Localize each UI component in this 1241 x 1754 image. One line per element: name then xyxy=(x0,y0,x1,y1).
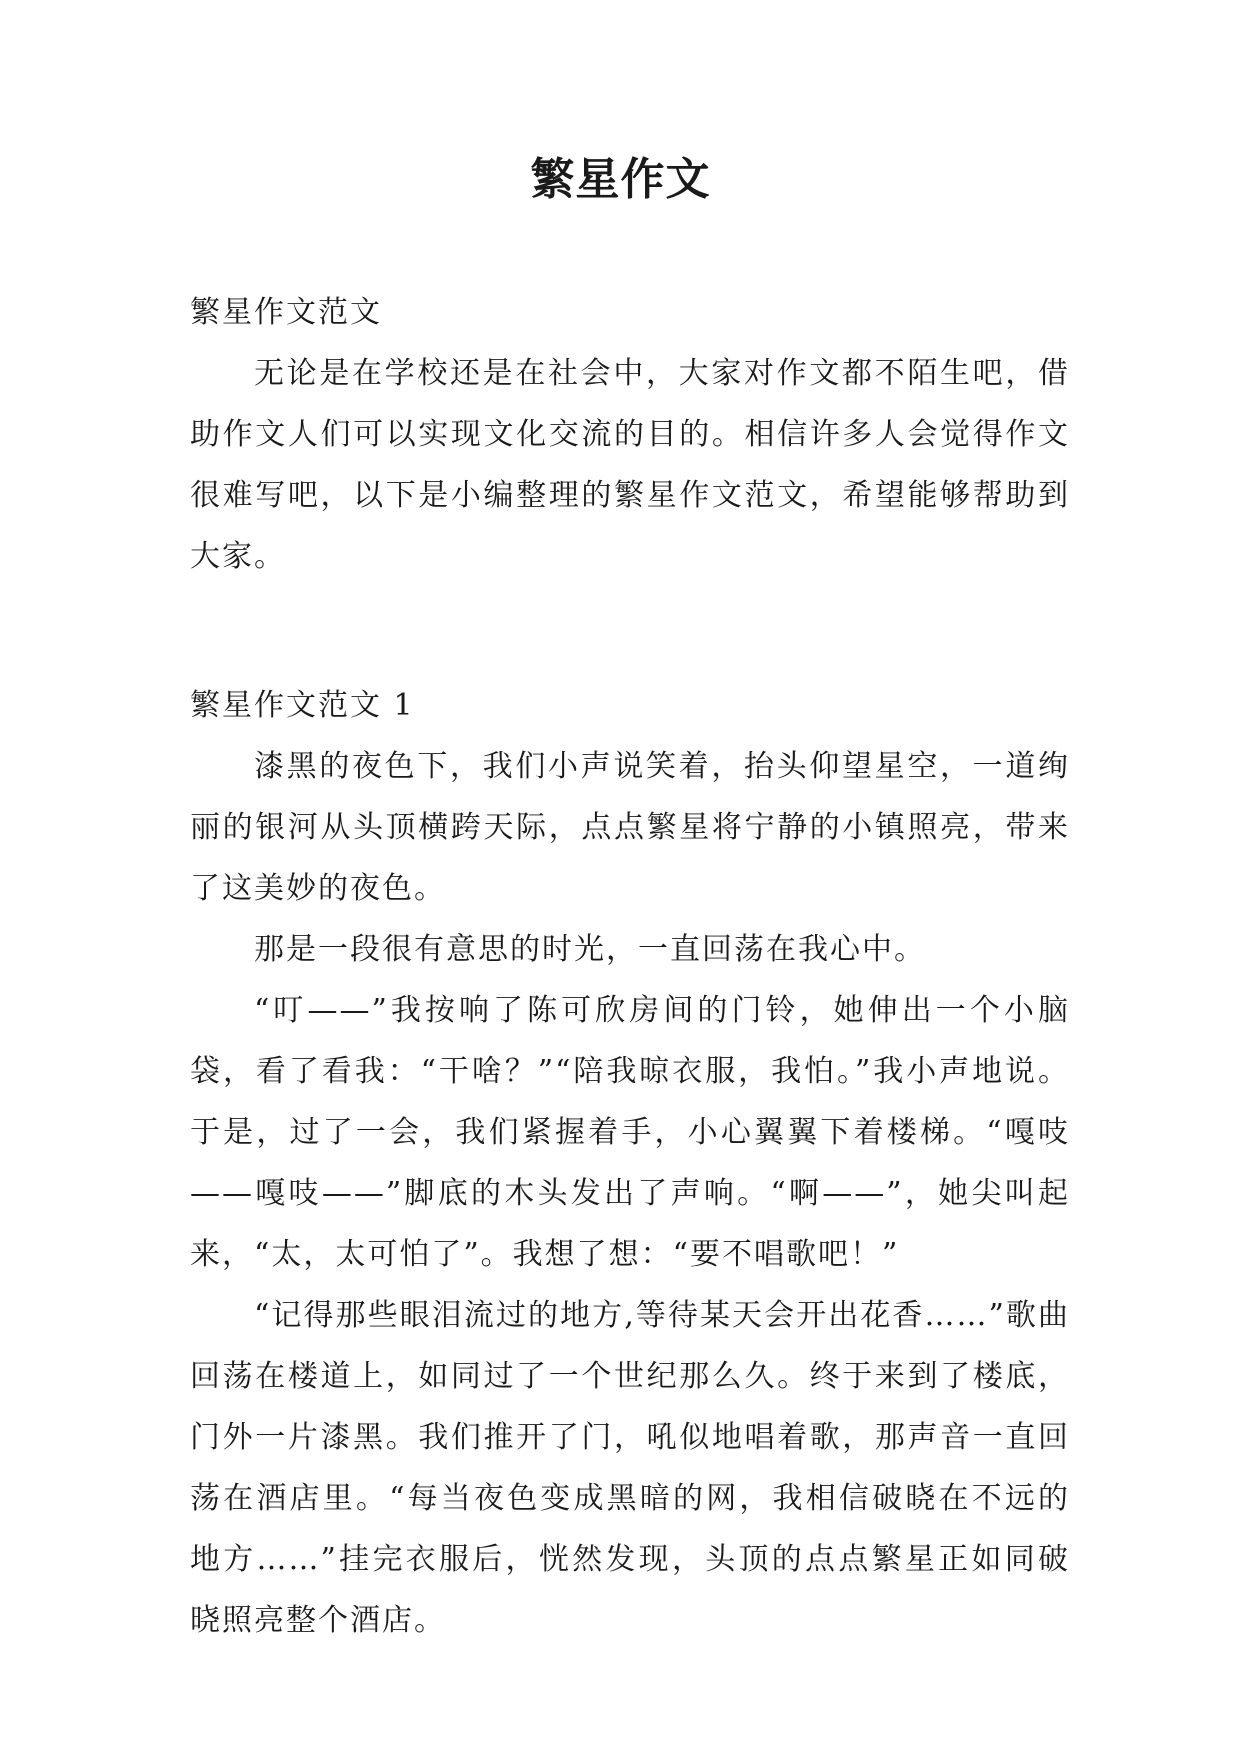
intro-heading: 繁星作文范文 xyxy=(190,295,382,330)
essay-1-paragraph: “叮——”我按响了陈可欣房间的门铃，她伸出一个小脑袋，看了看我：“干啥？”“陪我晾衣服，我怕。”我小声地说。于是，过了一会，我们紧握着手，小心翼翼下着楼梯。“嘎吱——嘎吱——”脚底的木头发出了声响。“啊——”，她尖叫起来，“太，太可怕了”。我想了想：“要不唱歌吧！” xyxy=(190,993,1070,1272)
essay-1-heading: 繁星作文范文 1 xyxy=(190,688,415,723)
section-spacer xyxy=(190,587,1070,675)
essay-1-paragraph: 漆黑的夜色下，我们小声说笑着，抬头仰望星空，一道绚丽的银河从头顶横跨天际，点点繁星将宁静的小镇照亮，带来了这美妙的夜色。 xyxy=(190,749,1070,906)
document-title: 繁星作文 xyxy=(530,154,711,205)
essay-1-paragraph: 那是一段很有意思的时光，一直回荡在我心中。 xyxy=(254,932,926,967)
intro-paragraph: 无论是在学校还是在社会中，大家对作文都不陌生吧，借助作文人们可以实现文化交流的目的。相信许多人会觉得作文很难写吧，以下是小编整理的繁星作文范文，希望能够帮助到大家。 xyxy=(190,356,1070,574)
document-body xyxy=(190,282,1070,1651)
essay-1-paragraph: “记得那些眼泪流过的地方,等待某天会开出花香……”歌曲回荡在楼道上，如同过了一个世纪那么久。终于来到了楼底，门外一片漆黑。我们推开了门，吼似地唱着歌，那声音一直回荡在酒店里。“每当夜色变成黑暗的网，我相信破晓在不远的地方……”挂完衣服后，恍然发现，头顶的点点繁星正如同破晓照亮整个酒店。 xyxy=(190,1298,1070,1638)
